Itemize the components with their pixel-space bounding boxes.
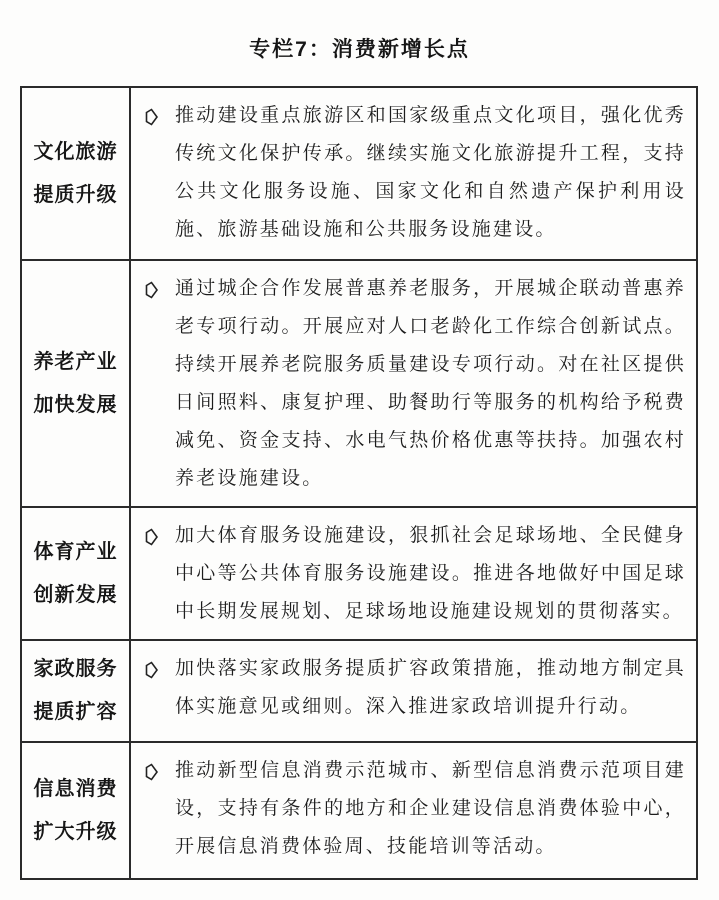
row-content-cell — [131, 88, 696, 259]
row-label — [22, 641, 131, 741]
policy-table — [20, 86, 698, 880]
table-row — [22, 743, 696, 878]
row-label-line1: 体育产业 — [33, 540, 118, 563]
row-label-line2: 创新发展 — [33, 583, 118, 606]
diamond-bullet-icon — [145, 661, 175, 679]
table-row — [22, 641, 696, 743]
page-title: 专栏7：消费新增长点 — [249, 38, 470, 61]
row-content-text: 推动新型信息消费示范城市、新型信息消费示范项目建设，支持有条件的地方和企业建设信息消费体验中心，开展信息消费体验周、技能培训等活动。 — [175, 760, 686, 857]
table-row — [22, 88, 696, 261]
row-content-cell — [131, 508, 696, 639]
row-label-line2: 提质扩容 — [33, 701, 118, 723]
diamond-bullet-icon — [145, 528, 175, 546]
row-label-line1: 信息消费 — [33, 777, 118, 800]
row-content-text: 加快落实家政服务提质扩容政策措施，推动地方制定具体实施意见或细则。深入推进家政培训提升行动。 — [175, 658, 686, 717]
row-label — [22, 261, 131, 506]
diamond-bullet-icon — [145, 763, 175, 781]
row-label-line1: 文化旅游 — [33, 140, 118, 163]
row-label — [22, 743, 131, 878]
row-label-line2: 加快发展 — [33, 393, 118, 416]
row-label — [22, 508, 131, 639]
row-content-text: 通过城企合作发展普惠养老服务，开展城企联动普惠养老专项行动。开展应对人口老龄化工作综合创新试点。持续开展养老院服务质量建设专项行动。对在社区提供日间照料、康复护理、助餐助行等服务的机构给予税费减免、资金支持、水电气热价格优惠等扶持。加强农村养老设施建设。 — [175, 278, 686, 489]
row-content-cell — [131, 261, 696, 506]
diamond-bullet-icon — [145, 281, 175, 299]
row-label — [22, 88, 131, 259]
row-content-text: 加大体育服务设施建设，狠抓社会足球场地、全民健身中心等公共体育服务设施建设。推进各地做好中国足球中长期发展规划、足球场地设施建设规划的贯彻落实。 — [175, 525, 686, 622]
table-row — [22, 508, 696, 641]
row-content-cell — [131, 743, 696, 878]
row-label-line2: 提质升级 — [33, 183, 118, 206]
row-label-line2: 扩大升级 — [33, 820, 118, 843]
row-content-cell — [131, 641, 696, 741]
row-label-line1: 家政服务 — [33, 658, 118, 680]
table-row — [22, 261, 696, 508]
row-content-text: 推动建设重点旅游区和国家级重点文化项目，强化优秀传统文化保护传承。继续实施文化旅游提升工程，支持公共文化服务设施、国家文化和自然遗产保护利用设施、旅游基础设施和公共服务设施建设。 — [175, 105, 686, 240]
row-label-line1: 养老产业 — [33, 350, 118, 373]
diamond-bullet-icon — [145, 108, 175, 126]
